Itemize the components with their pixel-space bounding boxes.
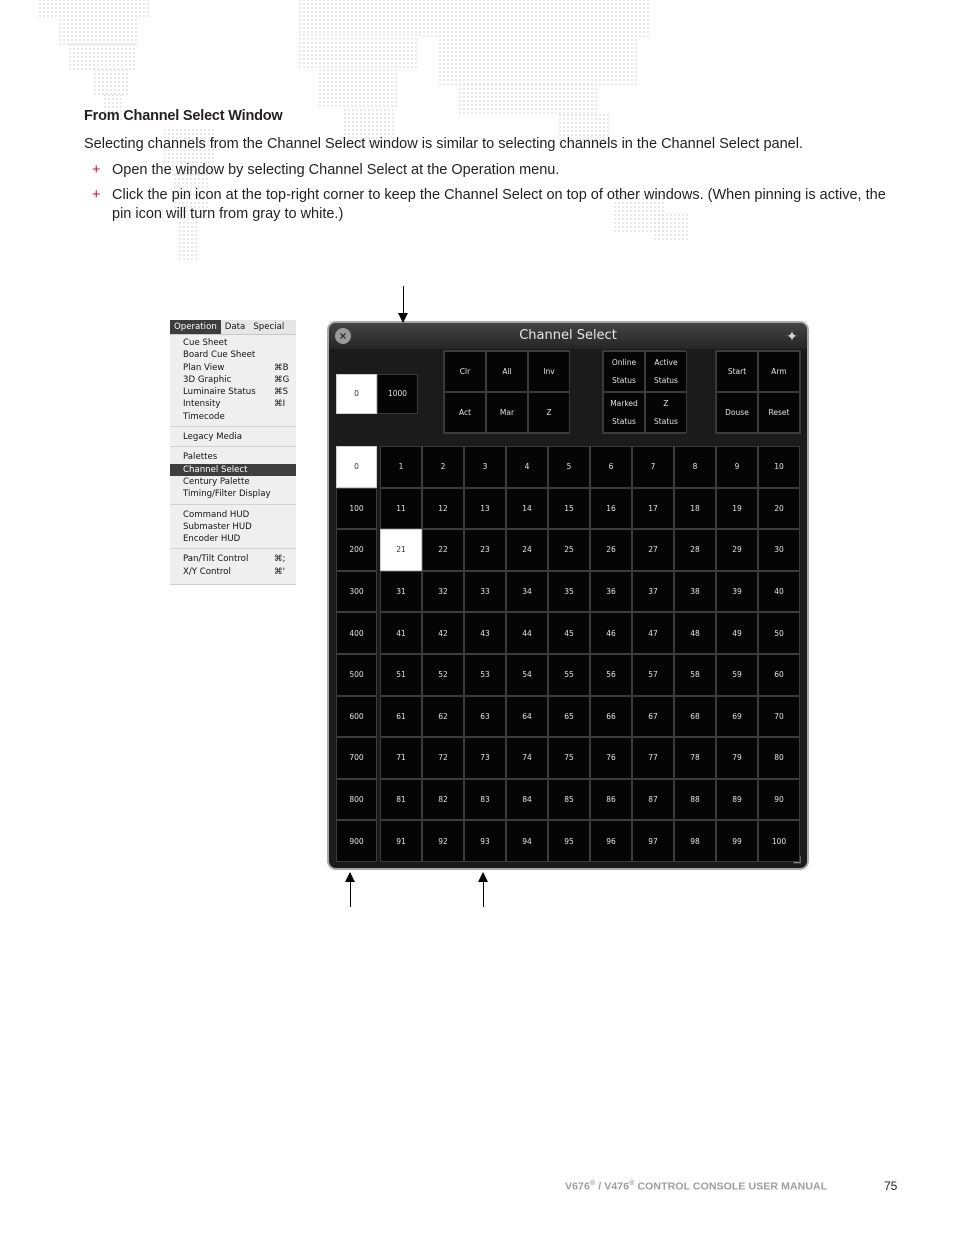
- channel-button[interactable]: 92: [422, 820, 464, 862]
- menu-item-label: Cue Sheet: [183, 338, 228, 348]
- channel-button[interactable]: 85: [548, 779, 590, 821]
- channel-button[interactable]: 98: [674, 820, 716, 862]
- channel-button[interactable]: 10: [758, 446, 800, 488]
- channel-button[interactable]: 86: [590, 779, 632, 821]
- channel-button[interactable]: 96: [590, 820, 632, 862]
- hundreds-button[interactable]: 200: [336, 529, 377, 571]
- menu-item-label: Submaster HUD: [183, 521, 252, 532]
- menu-item-label: Century Palette: [183, 476, 250, 487]
- channel-button[interactable]: 62: [422, 696, 464, 738]
- channel-button[interactable]: 72: [422, 737, 464, 779]
- menu-item[interactable]: [170, 464, 296, 476]
- channel-button[interactable]: 41: [380, 612, 422, 654]
- channel-button[interactable]: 84: [506, 779, 548, 821]
- menu-item-label: Timecode: [183, 411, 225, 422]
- channel-button[interactable]: 25: [548, 529, 590, 571]
- menu-separator: [170, 446, 296, 447]
- channel-button[interactable]: 36: [590, 571, 632, 613]
- channel-button[interactable]: 80: [758, 737, 800, 779]
- channel-button[interactable]: 16: [590, 488, 632, 530]
- channel-button[interactable]: 5: [548, 446, 590, 488]
- channel-button[interactable]: 15: [548, 488, 590, 530]
- channel-button[interactable]: 31: [380, 571, 422, 613]
- channel-button[interactable]: 43: [464, 612, 506, 654]
- intro-paragraph: Selecting channels from the Channel Select window is similar to selecting channels in the Channel Select panel.: [84, 136, 803, 152]
- menu-item[interactable]: [170, 488, 296, 500]
- hundreds-button[interactable]: 700: [336, 737, 377, 779]
- menu-tab-data[interactable]: Data: [224, 322, 246, 332]
- status-button-label: Status: [654, 416, 678, 426]
- footer-title: [565, 1180, 827, 1193]
- function-button-z[interactable]: Z: [528, 392, 570, 433]
- status-button[interactable]: [603, 392, 645, 433]
- channel-button[interactable]: 59: [716, 654, 758, 696]
- channel-button[interactable]: 60: [758, 654, 800, 696]
- channel-button[interactable]: 65: [548, 696, 590, 738]
- channel-button[interactable]: 79: [716, 737, 758, 779]
- status-button-label: Status: [612, 416, 636, 426]
- menu-tab-operation[interactable]: Operation: [170, 320, 221, 334]
- channel-button[interactable]: 68: [674, 696, 716, 738]
- channel-button[interactable]: 30: [758, 529, 800, 571]
- menu-tab-special[interactable]: Special: [253, 322, 285, 332]
- channel-button[interactable]: 63: [464, 696, 506, 738]
- channel-button[interactable]: 49: [716, 612, 758, 654]
- footer-reg: ®: [629, 1180, 635, 1187]
- bullet-plus-icon: +: [92, 187, 101, 203]
- channel-button[interactable]: 3: [464, 446, 506, 488]
- channel-button[interactable]: 32: [422, 571, 464, 613]
- channel-button[interactable]: 12: [422, 488, 464, 530]
- hundreds-button[interactable]: 0: [336, 446, 377, 488]
- channel-button[interactable]: 17: [632, 488, 674, 530]
- channel-button[interactable]: 33: [464, 571, 506, 613]
- menu-item[interactable]: [170, 553, 296, 565]
- channel-button[interactable]: 34: [506, 571, 548, 613]
- footer-manual: CONTROL CONSOLE USER MANUAL: [634, 1180, 828, 1193]
- channel-button[interactable]: 56: [590, 654, 632, 696]
- menu-item[interactable]: [170, 398, 296, 410]
- page-number: 75: [884, 1179, 898, 1193]
- menu-item[interactable]: [170, 349, 296, 361]
- channel-button[interactable]: 69: [716, 696, 758, 738]
- channel-button[interactable]: 88: [674, 779, 716, 821]
- list-item: [92, 161, 892, 180]
- channel-button[interactable]: 38: [674, 571, 716, 613]
- channel-button[interactable]: 75: [548, 737, 590, 779]
- channel-button[interactable]: 9: [716, 446, 758, 488]
- channel-button[interactable]: 28: [674, 529, 716, 571]
- menu-item-label: Legacy Media: [183, 432, 242, 443]
- bold-term: Channel Select: [308, 162, 408, 178]
- channel-button[interactable]: 13: [464, 488, 506, 530]
- hundreds-button[interactable]: 800: [336, 779, 377, 821]
- menu-item-label: Luminaire Status: [183, 387, 256, 398]
- hundreds-button[interactable]: 600: [336, 696, 377, 738]
- channel-button[interactable]: 24: [506, 529, 548, 571]
- channel-button[interactable]: 19: [716, 488, 758, 530]
- menu-item-label: X/Y Control: [183, 566, 231, 577]
- status-button-label: Z: [663, 399, 669, 409]
- callout-arrow-channels: [483, 873, 484, 907]
- menu-item-label: Board Cue Sheet: [183, 350, 256, 361]
- menu-item-shortcut: ⌘G: [274, 374, 290, 385]
- channel-button[interactable]: 50: [758, 612, 800, 654]
- channel-button[interactable]: 18: [674, 488, 716, 530]
- menu-item[interactable]: [170, 411, 296, 423]
- channel-button[interactable]: 99: [716, 820, 758, 862]
- channel-button[interactable]: 42: [422, 612, 464, 654]
- channel-button[interactable]: 51: [380, 654, 422, 696]
- range-button[interactable]: 0: [336, 374, 377, 414]
- close-icon[interactable]: ×: [335, 328, 351, 344]
- menu-item-label: Command HUD: [183, 509, 250, 520]
- channel-button[interactable]: 7: [632, 446, 674, 488]
- channel-button[interactable]: 8: [674, 446, 716, 488]
- channel-button[interactable]: 40: [758, 571, 800, 613]
- status-button-label: Status: [654, 375, 678, 385]
- menu-item-shortcut: ⌘': [274, 566, 285, 577]
- menu-item[interactable]: [170, 337, 296, 349]
- hundreds-button[interactable]: 400: [336, 612, 377, 654]
- channel-button[interactable]: 46: [590, 612, 632, 654]
- menu-item[interactable]: [170, 533, 296, 545]
- function-button-act[interactable]: Act: [444, 392, 486, 433]
- channel-button[interactable]: 55: [548, 654, 590, 696]
- channel-button[interactable]: 53: [464, 654, 506, 696]
- function-button-all[interactable]: All: [486, 351, 528, 392]
- bold-term: Operation: [451, 162, 516, 178]
- menu-item[interactable]: [170, 566, 296, 578]
- menu-item[interactable]: [170, 431, 296, 443]
- channel-button[interactable]: 21: [380, 529, 422, 571]
- function-button-mar[interactable]: Mar: [486, 392, 528, 433]
- channel-button[interactable]: 76: [590, 737, 632, 779]
- channel-button[interactable]: 81: [380, 779, 422, 821]
- footer-reg: ®: [589, 1180, 596, 1187]
- channel-button[interactable]: 67: [632, 696, 674, 738]
- action-button-reset[interactable]: Reset: [758, 392, 800, 433]
- channel-button[interactable]: 54: [506, 654, 548, 696]
- channel-button[interactable]: 94: [506, 820, 548, 862]
- operation-menu: [170, 320, 296, 585]
- menu-item[interactable]: [170, 476, 296, 488]
- menu-item-label: 3D Graphic: [183, 374, 232, 385]
- window-title: Channel Select: [329, 323, 807, 349]
- menu-bar: [170, 320, 296, 335]
- bullet-text: at the: [407, 162, 452, 178]
- channel-button[interactable]: 23: [464, 529, 506, 571]
- channel-button[interactable]: 6: [590, 446, 632, 488]
- channel-button[interactable]: 22: [422, 529, 464, 571]
- menu-items: [170, 335, 296, 578]
- range-button[interactable]: 1000: [377, 374, 418, 414]
- channel-button[interactable]: 100: [758, 820, 800, 862]
- channel-button[interactable]: 52: [422, 654, 464, 696]
- channel-button[interactable]: 47: [632, 612, 674, 654]
- menu-item[interactable]: [170, 374, 296, 386]
- menu-item[interactable]: [170, 451, 296, 463]
- channel-button[interactable]: 83: [464, 779, 506, 821]
- action-button-douse[interactable]: Douse: [716, 392, 758, 433]
- channel-button[interactable]: 14: [506, 488, 548, 530]
- channel-button[interactable]: 44: [506, 612, 548, 654]
- status-button-label: Status: [612, 375, 636, 385]
- callout-arrow-hundreds: [350, 873, 351, 907]
- callout-arrow-title: [403, 286, 404, 322]
- status-button[interactable]: [603, 351, 645, 392]
- channel-button[interactable]: 78: [674, 737, 716, 779]
- channel-button[interactable]: 82: [422, 779, 464, 821]
- bullet-text: menu.: [515, 162, 560, 178]
- status-button[interactable]: [645, 351, 687, 392]
- menu-item-label: Channel Select: [183, 464, 248, 475]
- footer-model: V676: [565, 1180, 590, 1193]
- status-button[interactable]: [645, 392, 687, 433]
- menu-item-label: Intensity: [183, 399, 221, 410]
- function-button-clr[interactable]: Clr: [444, 351, 486, 392]
- menu-item-label: Palettes: [183, 452, 218, 463]
- channel-button[interactable]: 20: [758, 488, 800, 530]
- channel-button[interactable]: 58: [674, 654, 716, 696]
- channel-button[interactable]: 1: [380, 446, 422, 488]
- channel-button[interactable]: 29: [716, 529, 758, 571]
- channel-button[interactable]: 45: [548, 612, 590, 654]
- footer-model: / V476: [595, 1180, 630, 1193]
- status-button-label: Active: [654, 358, 678, 368]
- channel-button[interactable]: 89: [716, 779, 758, 821]
- bullet-plus-icon: +: [92, 162, 101, 178]
- channel-button[interactable]: 91: [380, 820, 422, 862]
- menu-item[interactable]: [170, 386, 296, 398]
- channel-button[interactable]: 93: [464, 820, 506, 862]
- menu-item-label: Encoder HUD: [183, 534, 241, 545]
- action-button-start[interactable]: Start: [716, 351, 758, 392]
- list-item: [92, 186, 892, 224]
- channel-button[interactable]: 57: [632, 654, 674, 696]
- bullet-text: Click the pin icon at the top-right corner to keep the Channel Select on top of other windows. (When pinning is active, the pin icon will turn from gray to white.): [112, 187, 886, 222]
- pin-icon[interactable]: ✦: [786, 328, 798, 344]
- menu-separator: [170, 548, 296, 549]
- channel-button[interactable]: 74: [506, 737, 548, 779]
- channel-button[interactable]: 37: [632, 571, 674, 613]
- menu-item-shortcut: ⌘B: [274, 362, 289, 373]
- section-title: From Channel Select Window: [84, 108, 283, 124]
- channel-button[interactable]: 66: [590, 696, 632, 738]
- menu-item-shortcut: ⌘I: [274, 399, 286, 410]
- channel-button[interactable]: 48: [674, 612, 716, 654]
- hundreds-button[interactable]: 300: [336, 571, 377, 613]
- channel-button[interactable]: 11: [380, 488, 422, 530]
- channel-button[interactable]: 26: [590, 529, 632, 571]
- channel-button[interactable]: 27: [632, 529, 674, 571]
- action-button-arm[interactable]: Arm: [758, 351, 800, 392]
- menu-item-shortcut: ⌘S: [274, 387, 289, 398]
- channel-button[interactable]: 61: [380, 696, 422, 738]
- menu-item[interactable]: [170, 362, 296, 374]
- menu-item-label: Pan/Tilt Control: [183, 554, 249, 565]
- channel-button[interactable]: 39: [716, 571, 758, 613]
- channel-button[interactable]: 97: [632, 820, 674, 862]
- channel-button[interactable]: 2: [422, 446, 464, 488]
- hundreds-button[interactable]: 500: [336, 654, 377, 696]
- channel-button[interactable]: 77: [632, 737, 674, 779]
- status-button-label: Marked: [610, 399, 638, 409]
- hundreds-button[interactable]: 100: [336, 488, 377, 530]
- channel-button[interactable]: 90: [758, 779, 800, 821]
- menu-item-shortcut: ⌘;: [274, 554, 286, 565]
- menu-item-label: Timing/Filter Display: [183, 489, 271, 500]
- menu-item-label: Plan View: [183, 362, 225, 373]
- channel-button[interactable]: 70: [758, 696, 800, 738]
- channel-button[interactable]: 64: [506, 696, 548, 738]
- menu-separator: [170, 504, 296, 505]
- channel-button[interactable]: 95: [548, 820, 590, 862]
- channel-button[interactable]: 4: [506, 446, 548, 488]
- status-button-label: Online: [611, 358, 637, 368]
- channel-select-window: [327, 321, 809, 870]
- instruction-list: [92, 161, 892, 230]
- menu-item[interactable]: [170, 521, 296, 533]
- channel-button[interactable]: 71: [380, 737, 422, 779]
- channel-button[interactable]: 73: [464, 737, 506, 779]
- channel-button[interactable]: 87: [632, 779, 674, 821]
- hundreds-button[interactable]: 900: [336, 820, 377, 862]
- menu-item[interactable]: [170, 509, 296, 521]
- function-button-inv[interactable]: Inv: [528, 351, 570, 392]
- menu-separator: [170, 426, 296, 427]
- channel-button[interactable]: 35: [548, 571, 590, 613]
- bullet-text: Open the window by selecting: [112, 162, 309, 178]
